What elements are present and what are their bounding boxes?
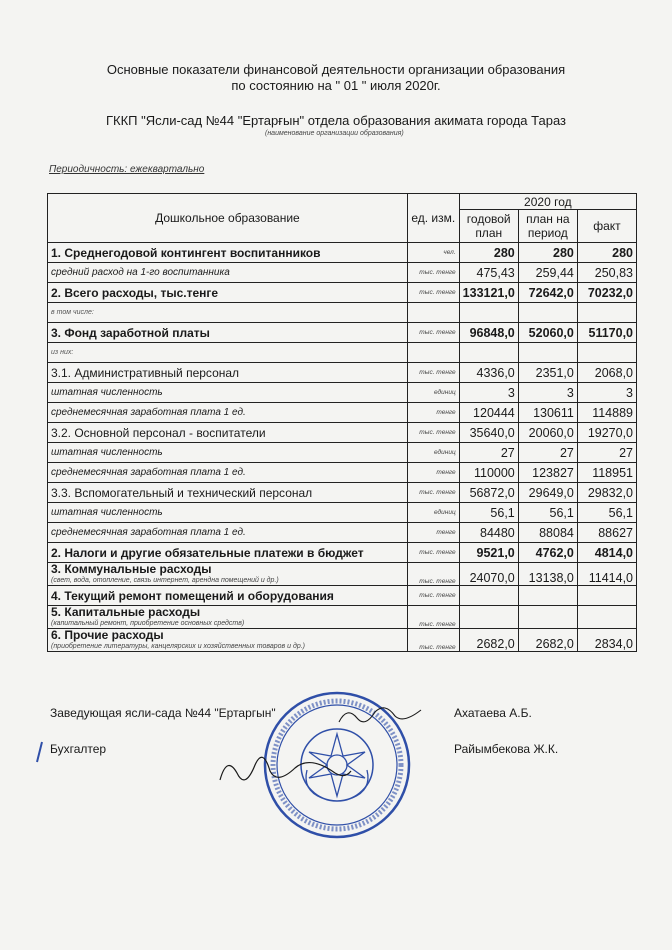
row-title: 5. Капитальные расходы [51,605,201,619]
annual-plan-value: 35640,0 [459,423,518,443]
head-title: Заведующая ясли-сада №44 "Ертаргын" [50,706,276,720]
fact-value: 118951 [577,463,636,483]
fact-value [577,606,636,629]
row-label: штатная численность [48,443,408,463]
annual-plan-value [459,606,518,629]
annual-plan-value: 56872,0 [459,483,518,503]
table-row [48,586,637,606]
period-plan-value [518,303,577,323]
row-unit: тыс. тенге [407,423,459,443]
financial-table [47,193,637,652]
row-title: 3. Коммунальные расходы [51,562,212,576]
organization-note: (наименование организации образования) [265,130,404,137]
report-title-line-2: по состоянию на " 01 " июля 2020г. [231,78,441,93]
table-row [48,383,637,403]
annual-plan-value: 96848,0 [459,323,518,343]
table-row [48,606,637,629]
row-title: 6. Прочие расходы [51,628,164,642]
row-label: 2. Всего расходы, тыс.тенге [48,283,408,303]
row-label: в том числе: [48,303,408,323]
periodicity: Периодичность: ежеквартально [49,164,205,175]
period-plan-value [518,606,577,629]
annual-plan-value: 9521,0 [459,543,518,563]
row-unit: тыс. тенге [407,263,459,283]
period-plan-value: 20060,0 [518,423,577,443]
table-row [48,243,637,263]
table-row [48,443,637,463]
head-signature [335,702,425,732]
annual-plan-header: годовой план [459,210,518,243]
row-unit: тыс. тенге [407,606,459,629]
fact-value: 19270,0 [577,423,636,443]
row-unit: тенге [407,403,459,423]
row-label: штатная численность [48,383,408,403]
section-header: Дошкольное образование [48,194,408,243]
table-row [48,563,637,586]
fact-value: 56,1 [577,503,636,523]
row-unit: единиц [407,503,459,523]
row-unit: тыс. тенге [407,363,459,383]
fact-value [577,303,636,323]
unit-header: ед. изм. [407,194,459,243]
period-plan-value: 130611 [518,403,577,423]
period-plan-value: 123827 [518,463,577,483]
period-plan-value: 3 [518,383,577,403]
annual-plan-value: 133121,0 [459,283,518,303]
row-label [48,629,408,652]
period-plan-value: 56,1 [518,503,577,523]
row-unit: тыс. тенге [407,586,459,606]
report-title-line-1: Основные показатели финансовой деятельности организации образования [106,62,566,77]
fact-value: 114889 [577,403,636,423]
accountant-title: Бухгалтер [50,742,107,756]
head-name: Ахатаева А.Б. [454,706,532,720]
table-row [48,403,637,423]
row-note: (свет, вода, отопление, связь интернет, арендна помещений и др.) [51,577,279,584]
period-plan-value: 2682,0 [518,629,577,652]
table-row [48,463,637,483]
annual-plan-value: 3 [459,383,518,403]
period-plan-value: 2351,0 [518,363,577,383]
fact-value: 29832,0 [577,483,636,503]
row-unit: тенге [407,463,459,483]
fact-value: 27 [577,443,636,463]
row-label: штатная численность [48,503,408,523]
row-unit: тыс. тенге [407,323,459,343]
period-plan-value: 72642,0 [518,283,577,303]
annual-plan-value: 24070,0 [459,563,518,586]
table-row [48,263,637,283]
table-row [48,629,637,652]
annual-plan-value: 110000 [459,463,518,483]
row-unit: единиц [407,383,459,403]
period-plan-value: 27 [518,443,577,463]
row-label: из них: [48,343,408,363]
organization-name: ГККП "Ясли-сад №44 "Ертарғын" отдела образования акимата города Тараз [105,113,566,128]
row-unit: тыс. тенге [407,543,459,563]
accountant-signature [215,735,355,795]
fact-value: 70232,0 [577,283,636,303]
fact-value: 2834,0 [577,629,636,652]
row-label: 1. Среднегодовой контингент воспитанников [48,243,408,263]
table-row [48,343,637,363]
annual-plan-value: 475,43 [459,263,518,283]
row-unit [407,303,459,323]
row-note: (приобретение литературы, канцелярских и хозяйственных товаров и др.) [51,643,305,650]
row-label: среднемесячная заработная плата 1 ед. [48,403,408,423]
annual-plan-value: 2682,0 [459,629,518,652]
table-row [48,323,637,343]
row-label: среднемесячная заработная плата 1 ед. [48,523,408,543]
fact-value: 280 [577,243,636,263]
row-unit: тыс. тенге [407,283,459,303]
fact-value: 4814,0 [577,543,636,563]
fact-value: 11414,0 [577,563,636,586]
period-plan-value: 280 [518,243,577,263]
period-plan-value [518,586,577,606]
row-label: средний расход на 1-го воспитанника [48,263,408,283]
fact-value: 3 [577,383,636,403]
annual-plan-value: 27 [459,443,518,463]
period-plan-value: 29649,0 [518,483,577,503]
period-plan-value: 259,44 [518,263,577,283]
fact-value [577,343,636,363]
row-label [48,606,408,629]
row-label [48,563,408,586]
row-unit [407,343,459,363]
table-row [48,523,637,543]
row-unit: единиц [407,443,459,463]
fact-value: 2068,0 [577,363,636,383]
table-row [48,363,637,383]
annual-plan-value [459,343,518,363]
fact-header: факт [577,210,636,243]
row-unit: тыс. тенге [407,483,459,503]
annual-plan-value: 56,1 [459,503,518,523]
row-label: 3.1. Административный персонал [48,363,408,383]
annual-plan-value: 4336,0 [459,363,518,383]
table-row [48,423,637,443]
row-label: 3. Фонд заработной платы [48,323,408,343]
annual-plan-value [459,303,518,323]
period-plan-value: 4762,0 [518,543,577,563]
period-plan-value: 88084 [518,523,577,543]
row-label: 3.3. Вспомогательный и технический персонал [48,483,408,503]
table-row [48,503,637,523]
annual-plan-value: 120444 [459,403,518,423]
period-plan-header: план на период [518,210,577,243]
table-row [48,483,637,503]
pen-mark [34,740,44,764]
row-label: 4. Текущий ремонт помещений и оборудования [48,586,408,606]
period-plan-value: 52060,0 [518,323,577,343]
period-plan-value [518,343,577,363]
fact-value [577,586,636,606]
table-row [48,303,637,323]
annual-plan-value: 280 [459,243,518,263]
row-label: 3.2. Основной персонал - воспитатели [48,423,408,443]
annual-plan-value [459,586,518,606]
fact-value: 88627 [577,523,636,543]
row-label: 2. Налоги и другие обязательные платежи в бюджет [48,543,408,563]
fact-value: 51170,0 [577,323,636,343]
annual-plan-value: 84480 [459,523,518,543]
fact-value: 250,83 [577,263,636,283]
row-unit: тенге [407,523,459,543]
table-row [48,543,637,563]
year-header: 2020 год [459,194,636,210]
table-row [48,283,637,303]
row-note: (капитальный ремонт, приобретение основных средств) [51,620,245,627]
row-label: среднемесячная заработная плата 1 ед. [48,463,408,483]
period-plan-value: 13138,0 [518,563,577,586]
row-unit: тыс. тенге [407,563,459,586]
row-unit: тыс. тенге [407,629,459,652]
accountant-name: Райымбекова Ж.К. [454,742,559,756]
row-unit: чел. [407,243,459,263]
